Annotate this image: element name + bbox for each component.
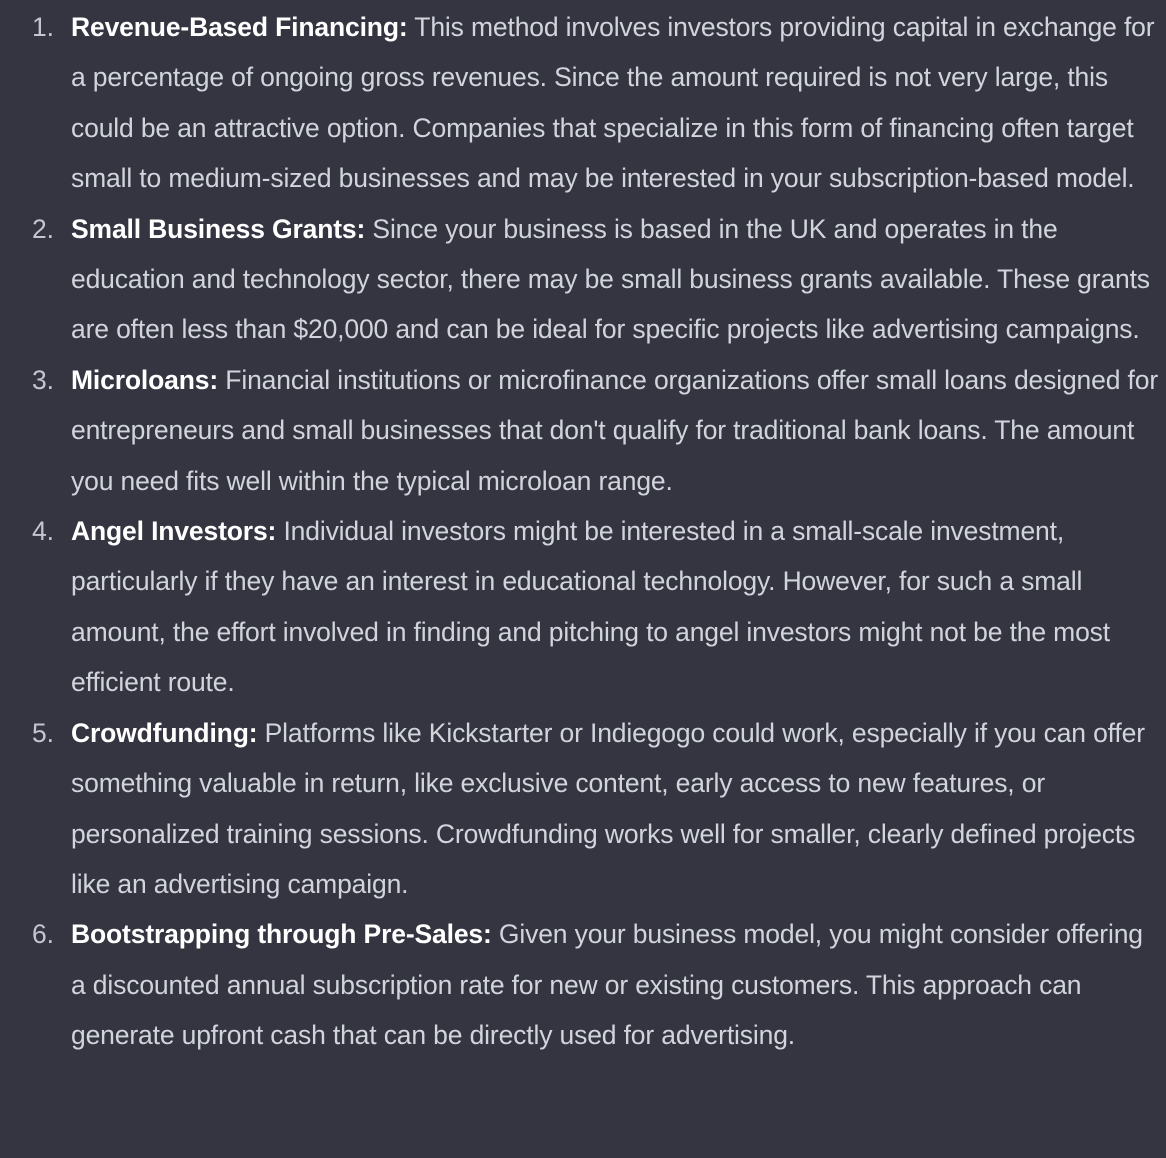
list-item bbox=[0, 909, 1166, 1060]
list-item-number: 1. bbox=[32, 12, 54, 42]
list-item-number: 3. bbox=[32, 364, 54, 395]
list-item-title: Microloans: bbox=[71, 364, 219, 395]
list-item-title: Small Business Grants: bbox=[71, 213, 366, 244]
list-item-body: Platforms like Kickstarter or Indiegogo could work, especially if you can offer something valuable in return, like exclusive content, early access to new features, or personalized training sessions. Crowdfunding works well for smaller, clearly defined projects like an advertising campaign. bbox=[71, 717, 1145, 899]
list-item bbox=[0, 2, 1166, 204]
list-item-body: Individual investors might be interested in a small-scale investment, particularly if they have an interest in educational technology. However, for such a small amount, the effort involved in finding and pitching to angel investors might not be the most efficient route. bbox=[71, 516, 1110, 698]
list-item-number: 5. bbox=[32, 717, 54, 748]
list-item bbox=[0, 708, 1166, 910]
list-item-body: Since your business is based in the UK and operates in the education and technology sector, there may be small business grants available. These grants are often less than $20,000 and can be ideal for specific projects like advertising campaigns. bbox=[71, 213, 1150, 345]
list-item-number: 4. bbox=[32, 516, 54, 547]
list-item-number: 6. bbox=[32, 919, 54, 950]
list-item bbox=[0, 204, 1166, 355]
list-item bbox=[0, 506, 1166, 708]
list-item-title: Revenue-Based Financing: bbox=[71, 12, 408, 42]
list-item-title: Crowdfunding: bbox=[71, 717, 258, 748]
list-item-body: This method involves investors providing capital in exchange for a percentage of ongoing gross revenues. Since the amount required is not very large, this could be an attractive option. Companies that specialize in this form of financing often target small to medium-sized businesses and may be interested in your subscription-based model. bbox=[71, 12, 1155, 194]
list-item-title: Angel Investors: bbox=[71, 516, 277, 547]
list-item-body: Financial institutions or microfinance organizations offer small loans designed for entrepreneurs and small businesses that don't qualify for traditional bank loans. The amount you need fits well within the typical microloan range. bbox=[71, 364, 1159, 496]
list-item-number: 2. bbox=[32, 213, 54, 244]
list-item-title: Bootstrapping through Pre-Sales: bbox=[71, 919, 492, 950]
list-item-body: Given your business model, you might consider offering a discounted annual subscription rate for new or existing customers. This approach can generate upfront cash that can be directly used for advertising. bbox=[71, 919, 1143, 1051]
list-item bbox=[0, 355, 1166, 506]
